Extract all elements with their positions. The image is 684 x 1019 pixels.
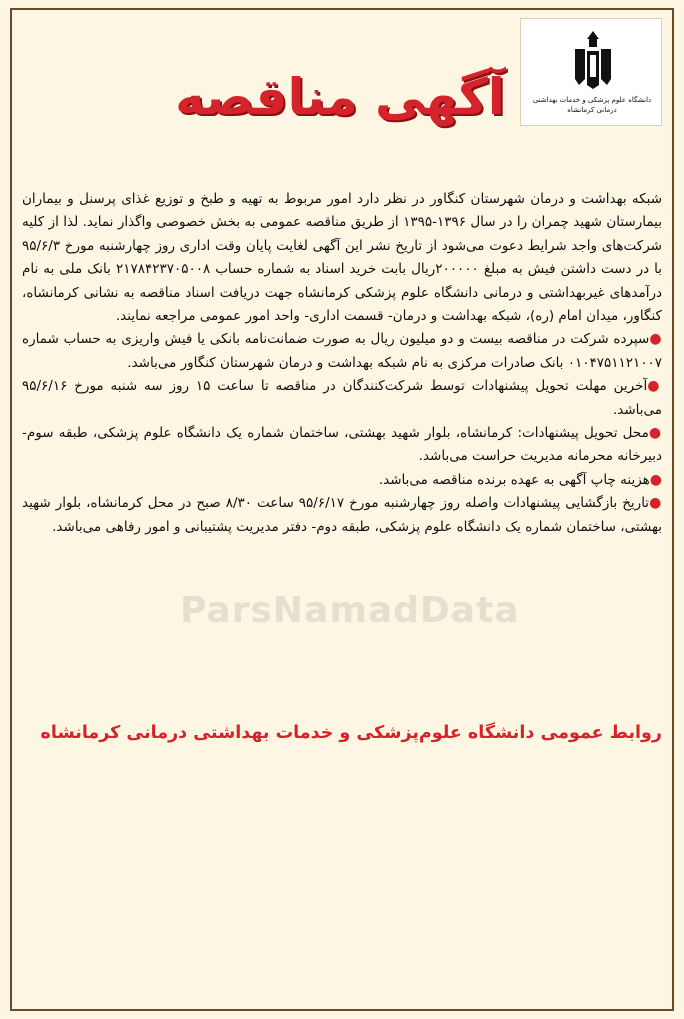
- page-title: آگهی مناقصه: [175, 68, 505, 126]
- university-logo: [520, 18, 662, 126]
- footer-signature: روابط عمومی دانشگاه علوم‌پزشکی و خدمات بهداشتی درمانی کرمانشاه: [40, 723, 662, 743]
- bullet-text: سپرده شرکت در مناقصه بیست و دو میلیون ریال به صورت ضمانت‌نامه بانکی یا فیش واریزی به حساب شماره ۰۱۰۴۷۵۱۱۲۱۰۰۷ بانک صادرات مرکزی به نام شبکه بهداشت و درمان شهرستان کنگاور می‌باشد.: [22, 331, 662, 371]
- bullet-item: [22, 328, 662, 375]
- bullet-item: [22, 422, 662, 469]
- logo-caption: دانشگاه علوم پزشکی و خدمات بهداشتی درمانی کرمانشاه: [532, 96, 652, 114]
- bullet-dot-icon: ●: [647, 378, 662, 395]
- intro-paragraph: شبکه بهداشت و درمان شهرستان کنگاور در نظر دارد امور مربوط به تهیه و طبخ و توزیع غذای پرسنل و بیماران بیمارستان شهید چمران را در سال ۱۳۹۶-۱۳۹۵ از طریق مناقصه عمومی به بخش خصوصی واگذار نماید. لذا از کلیه شرکت‌های واجد شرایط دعوت می‌شود از تاریخ نشر این آگهی لغایت پایان وقت اداری روز چهارشنبه مورخ ۹۵/۶/۳ با در دست داشتن فیش به مبلغ ۲۰۰۰۰۰ریال بابت خرید اسناد به شماره حساب ۲۱۷۸۴۲۳۷۰۵۰۰۸ بانک ملی به نام درآمدهای غیربهداشتی و درمانی دانشگاه علوم پزشکی کرمانشاه جهت دریافت اسناد مناقصه به نشانی کرمانشاه، کنگاور، میدان امام (ره)، شبکه بهداشت و درمان- قسمت اداری- واحد امور عمومی مراجعه نمایند.: [22, 191, 663, 325]
- bullet-text: آخرین مهلت تحویل پیشنهادات توسط شرکت‌کنندگان در مناقصه تا ساعت ۱۵ روز سه شنبه مورخ ۹۵/۶/۱۶ می‌باشد.: [22, 378, 662, 418]
- bullet-text: هزینه چاپ آگهی به عهده برنده مناقصه می‌باشد.: [378, 471, 650, 488]
- bullet-item: [22, 492, 662, 539]
- notice-body: [22, 188, 662, 539]
- bullet-dot-icon: ●: [649, 331, 663, 348]
- bullet-item: [22, 375, 662, 422]
- bullet-dot-icon: ●: [648, 425, 663, 442]
- watermark: ParsNamadData: [180, 590, 520, 631]
- bullet-text: محل تحویل پیشنهادات: کرمانشاه، بلوار شهید بهشتی، ساختمان شماره یک دانشگاه علوم پزشکی، طبقه سوم- دبیرخانه محرمانه مدیریت حراست می‌باشد.: [22, 425, 662, 465]
- bullet-text: تاریخ بازگشایی پیشنهادات واصله روز چهارشنبه مورخ ۹۵/۶/۱۷ ساعت ۸/۳۰ صبح در محل کرمانشاه، بلوار شهید بهشتی، ساختمان شماره یک دانشگاه علوم پزشکی، طبقه دوم- دفتر مدیریت پشتیبانی و امور رفاهی می‌باشد.: [22, 495, 662, 535]
- bullet-item: [22, 469, 662, 492]
- university-emblem-icon: [567, 29, 619, 91]
- bullet-dot-icon: ●: [649, 495, 663, 512]
- bullet-dot-icon: ●: [649, 471, 662, 488]
